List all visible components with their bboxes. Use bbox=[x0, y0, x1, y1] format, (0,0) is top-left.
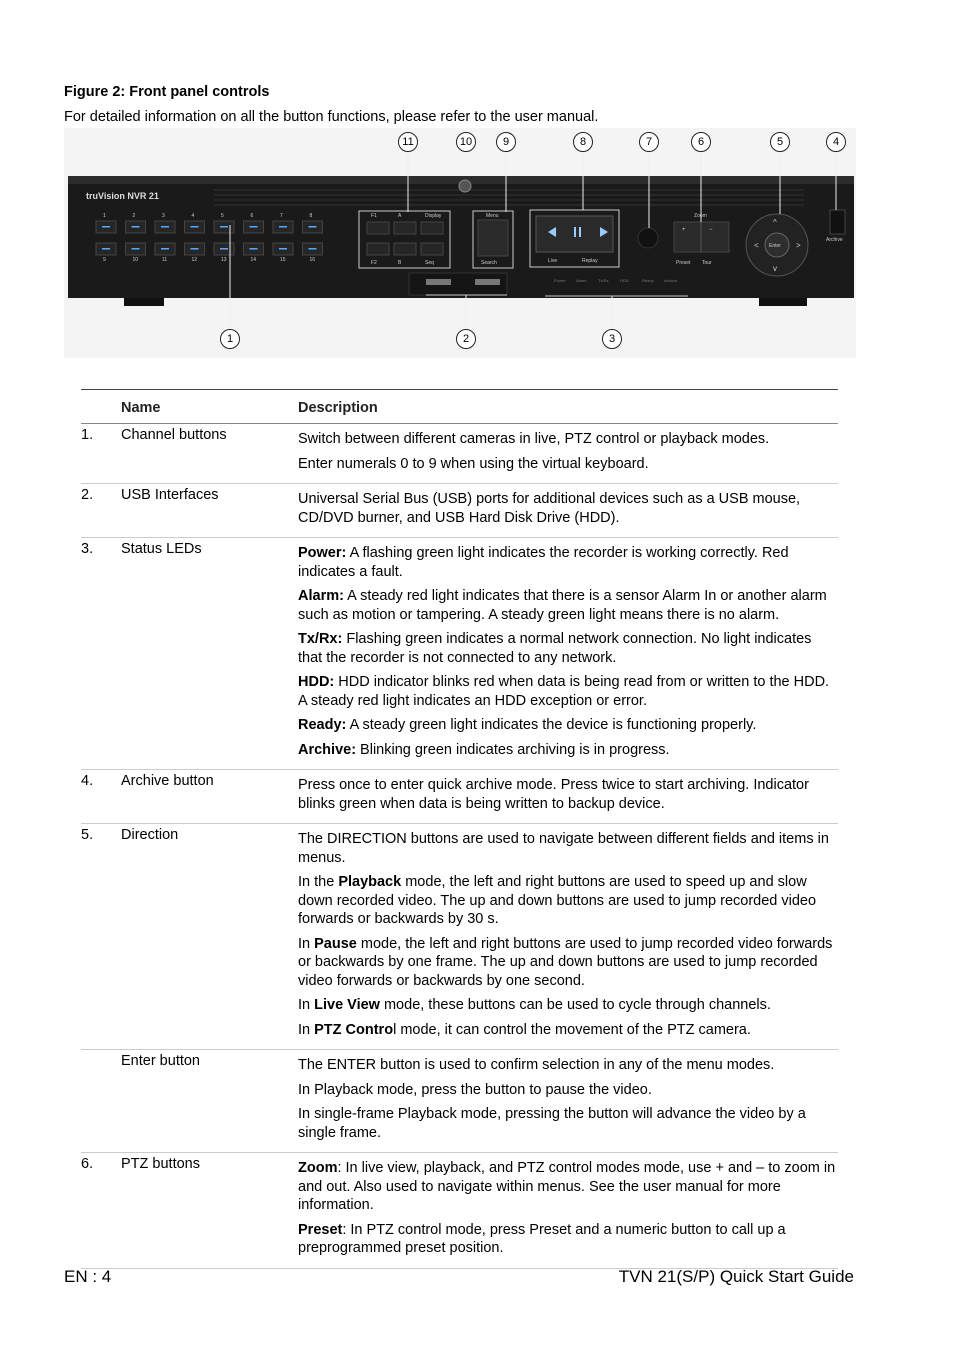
row-description bbox=[298, 1050, 838, 1152]
function-label: A bbox=[398, 213, 402, 219]
description-paragraph: In Pause mode, the left and right buttons are used to jump recorded video forwards or backwards by one frame. The up and down buttons are used to jump recorded video forwards or backwards by one second. bbox=[298, 935, 833, 989]
function-button bbox=[394, 243, 416, 255]
row-name: Status LEDs bbox=[121, 541, 202, 557]
function-button bbox=[421, 222, 443, 234]
row-description bbox=[298, 770, 838, 823]
description-paragraph: In Live View mode, these buttons can be used to cycle through channels. bbox=[298, 997, 771, 1013]
row-number: 1. bbox=[81, 427, 94, 443]
page-number: EN : 4 bbox=[64, 1267, 112, 1286]
front-panel-illustration bbox=[64, 128, 856, 358]
header-description: Description bbox=[298, 400, 378, 416]
channel-number: 7 bbox=[280, 213, 283, 219]
function-label: B bbox=[398, 260, 402, 266]
channel-number: 6 bbox=[250, 213, 254, 219]
led-label: Alarm bbox=[576, 278, 587, 283]
callout-number: 6 bbox=[691, 132, 711, 152]
description-paragraph: Ready: A steady green light indicates the device is functioning properly. bbox=[298, 717, 757, 733]
channel-number: 5 bbox=[221, 213, 224, 219]
preset-label: Preset bbox=[676, 260, 691, 266]
channel-number: 2 bbox=[132, 213, 136, 219]
menu-label: Menu bbox=[486, 213, 499, 219]
row-name: Direction bbox=[121, 827, 179, 843]
figure-subtitle: For detailed information on all the button functions, please refer to the user manual. bbox=[64, 109, 599, 125]
callout-number: 3 bbox=[602, 329, 622, 349]
function-label: Seq bbox=[425, 260, 434, 266]
description-paragraph: In Playback mode, press the button to pause the video. bbox=[298, 1081, 652, 1098]
replay-label: Replay bbox=[582, 258, 598, 264]
svg-text:+: + bbox=[682, 227, 686, 233]
brand-logo: truVision NVR 21 bbox=[86, 191, 159, 201]
table-row bbox=[81, 424, 838, 484]
front-panel-figure bbox=[64, 128, 856, 358]
header-name: Name bbox=[121, 400, 161, 416]
function-button bbox=[367, 222, 389, 234]
live-label: Live bbox=[548, 258, 558, 264]
description-paragraph: Alarm: A steady red light indicates that there is a sensor Alarm In or another alarm such as motion or tampering. A steady green light means there is no alarm. bbox=[298, 588, 827, 623]
description-paragraph: Power: A flashing green light indicates the recorder is working correctly. Red indicates a fault. bbox=[298, 545, 789, 580]
svg-text:>: > bbox=[796, 241, 801, 250]
guide-title: TVN 21(S/P) Quick Start Guide bbox=[618, 1267, 854, 1286]
callout-number: 7 bbox=[639, 132, 659, 152]
description-paragraph: In the Playback mode, the left and right buttons are used to speed up and slow down recorded video. The up and down buttons are used to jump recorded video forwards or backwards by 30 s. bbox=[298, 874, 817, 927]
row-name: Channel buttons bbox=[121, 427, 227, 443]
channel-number: 13 bbox=[221, 257, 227, 263]
led-label: Power bbox=[554, 278, 566, 283]
svg-text:v: v bbox=[773, 264, 777, 273]
led-label: Tx/Rx bbox=[598, 278, 609, 283]
usb-port-2 bbox=[475, 279, 500, 285]
enter-label: Enter bbox=[769, 243, 781, 249]
channel-number: 1 bbox=[103, 213, 106, 219]
svg-text:^: ^ bbox=[773, 218, 777, 227]
channel-number: 12 bbox=[191, 257, 198, 263]
callout-number: 10 bbox=[456, 132, 476, 152]
description-paragraph: Switch between different cameras in live, PTZ control or playback modes. bbox=[298, 431, 770, 447]
archive-button bbox=[830, 210, 845, 234]
led-label: Archive bbox=[664, 278, 678, 283]
channel-number: 10 bbox=[132, 257, 139, 263]
row-number: 5. bbox=[81, 827, 94, 843]
figure-title: Figure 2: Front panel controls bbox=[64, 84, 270, 100]
row-description bbox=[298, 1153, 838, 1268]
table-row bbox=[81, 1153, 838, 1269]
ir-receiver bbox=[638, 228, 658, 248]
description-paragraph: The DIRECTION buttons are used to navigate between different fields and items in menus. bbox=[298, 831, 829, 866]
row-name: PTZ buttons bbox=[121, 1156, 200, 1172]
controls-table bbox=[81, 389, 838, 1269]
function-button bbox=[394, 222, 416, 234]
description-paragraph: In PTZ Control mode, it can control the movement of the PTZ camera. bbox=[298, 1021, 751, 1038]
description-paragraph: In single-frame Playback mode, pressing the button will advance the video by a single frame. bbox=[298, 1106, 806, 1141]
archive-label: Archive bbox=[826, 237, 843, 243]
function-button bbox=[367, 243, 389, 255]
row-description bbox=[298, 484, 838, 537]
description-paragraph: Tx/Rx: Flashing green indicates a normal network connection. No light indicates that the recorder is not connected to any network. bbox=[298, 631, 812, 666]
channel-number: 9 bbox=[103, 257, 106, 263]
pause-icon bbox=[574, 227, 576, 237]
description-paragraph: Enter numerals 0 to 9 when using the virtual keyboard. bbox=[298, 455, 649, 472]
description-paragraph: HDD: HDD indicator blinks red when data is being read from or written to the HDD. A steady red light indicates an HDD exception or error. bbox=[298, 674, 830, 709]
row-description bbox=[298, 538, 838, 769]
callout-number: 1 bbox=[220, 329, 240, 349]
description-paragraph: Universal Serial Bus (USB) ports for additional devices such as a USB mouse, CD/DVD burner, and USB Hard Disk Drive (HDD). bbox=[298, 491, 801, 526]
function-label: F2 bbox=[371, 260, 377, 266]
table-header bbox=[81, 389, 838, 424]
channel-number: 3 bbox=[162, 213, 165, 219]
channel-number: 4 bbox=[191, 213, 195, 219]
table-row bbox=[81, 1050, 838, 1153]
row-number: 3. bbox=[81, 541, 94, 557]
callout-number: 5 bbox=[770, 132, 790, 152]
callout-number: 9 bbox=[496, 132, 516, 152]
function-button bbox=[421, 243, 443, 255]
led-label: Ready bbox=[642, 278, 654, 283]
description-paragraph: Preset: In PTZ control mode, press Preset and a numeric button to call up a preprogrammed preset position. bbox=[298, 1221, 786, 1256]
channel-number: 16 bbox=[309, 257, 316, 263]
description-paragraph: Zoom: In live view, playback, and PTZ control modes mode, use + and – to zoom in and out. Also used to navigate within menus. See the user manual for more information. bbox=[298, 1160, 836, 1213]
zoom-label: Zoom bbox=[694, 213, 707, 219]
row-number: 4. bbox=[81, 773, 94, 789]
row-name: USB Interfaces bbox=[121, 487, 219, 503]
channel-number: 11 bbox=[162, 257, 168, 263]
row-name: Enter button bbox=[121, 1053, 200, 1069]
callout-number: 2 bbox=[456, 329, 476, 349]
row-description bbox=[298, 424, 838, 483]
channel-number: 15 bbox=[280, 257, 286, 263]
row-number: 2. bbox=[81, 487, 94, 503]
table-row bbox=[81, 538, 838, 770]
row-number: 6. bbox=[81, 1156, 94, 1172]
channel-number: 8 bbox=[309, 213, 313, 219]
row-name: Archive button bbox=[121, 773, 214, 789]
svg-text:−: − bbox=[709, 227, 713, 233]
key-lock-icon bbox=[459, 180, 471, 192]
row-description bbox=[298, 824, 838, 1049]
description-paragraph: The ENTER button is used to confirm selection in any of the menu modes. bbox=[298, 1057, 775, 1073]
svg-text:<: < bbox=[754, 241, 759, 250]
description-paragraph: Archive: Blinking green indicates archiving is in progress. bbox=[298, 741, 670, 758]
function-label: F1 bbox=[371, 213, 377, 219]
table-row bbox=[81, 484, 838, 538]
search-label: Search bbox=[481, 260, 497, 266]
table-row bbox=[81, 824, 838, 1050]
channel-number: 14 bbox=[250, 257, 257, 263]
table-row bbox=[81, 770, 838, 824]
callout-number: 11 bbox=[398, 132, 418, 152]
callout-number: 4 bbox=[826, 132, 846, 152]
tour-label: Tour bbox=[702, 260, 712, 266]
usb-port-1 bbox=[426, 279, 451, 285]
description-paragraph: Press once to enter quick archive mode. Press twice to start archiving. Indicator blinks green when data is being written to backup device. bbox=[298, 777, 809, 812]
function-label: Display bbox=[425, 213, 442, 219]
callout-number: 8 bbox=[573, 132, 593, 152]
led-label: HDD bbox=[620, 278, 629, 283]
